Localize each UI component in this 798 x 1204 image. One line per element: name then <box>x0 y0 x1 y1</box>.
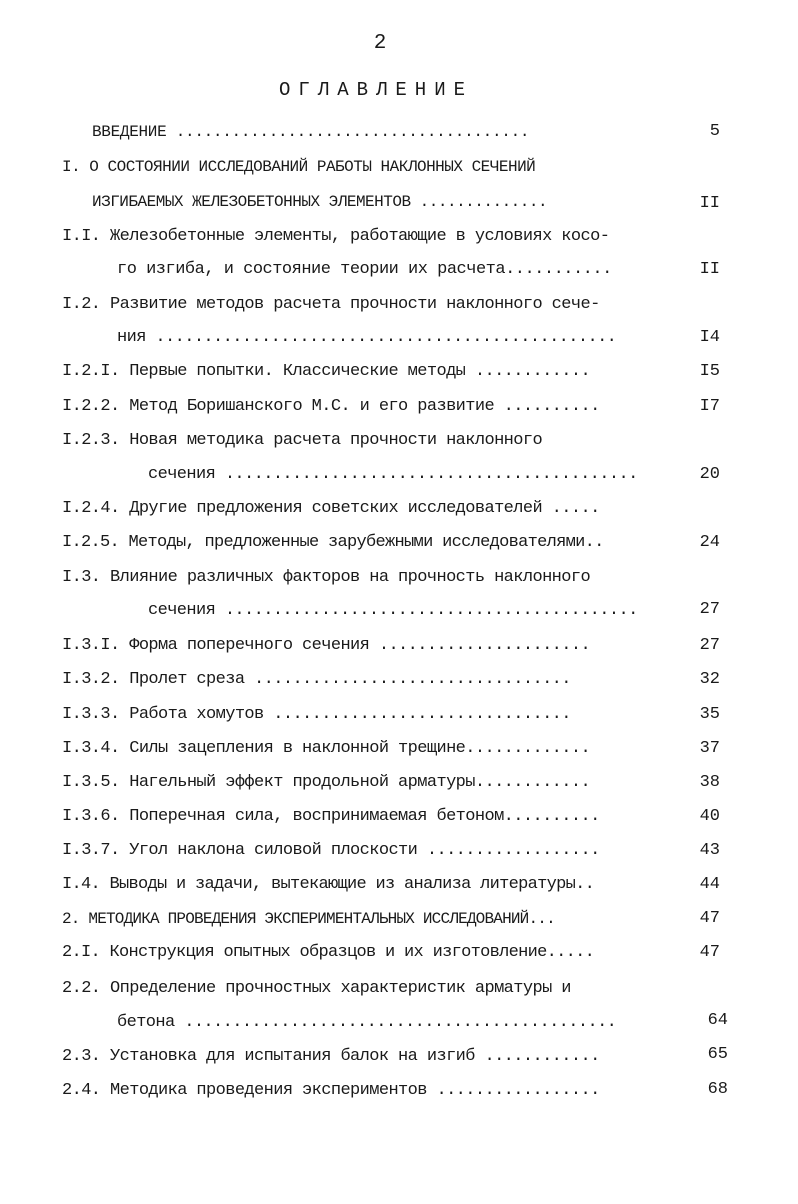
toc-page-1-1: II <box>699 260 720 279</box>
toc-entry-1-2-3: I.2.3. Новая методика расчета прочности наклонного <box>62 431 543 450</box>
toc-entry-2-2-cont: бетона ............................................. <box>117 1013 617 1032</box>
toc-entry-1-3-cont: сечения ........................................... <box>148 601 638 620</box>
toc-page-1-2: I4 <box>699 328 720 347</box>
toc-entry-1-1-cont: го изгиба, и состояние теории их расчета........... <box>117 260 612 279</box>
toc-entry-chapter-1-cont: ИЗГИБАЕМЫХ ЖЕЛЕЗОБЕТОННЫХ ЭЛЕМЕНТОВ .............. <box>92 193 548 211</box>
page-number: 2 <box>373 32 387 55</box>
toc-page-1-3-2: 32 <box>699 670 720 689</box>
toc-entry-2-1: 2.I. Конструкция опытных образцов и их изготовление..... <box>62 943 595 962</box>
toc-entry-1-3-1: I.3.I. Форма поперечного сечения ...................... <box>62 636 591 655</box>
toc-entry-1-2-1: I.2.I. Первые попытки. Классические методы ............ <box>62 362 591 381</box>
toc-page-2-3: 65 <box>707 1045 728 1064</box>
toc-entry-1-2-cont: ния ................................................ <box>117 328 617 347</box>
toc-entry-2-2: 2.2. Определение прочностных характеристик арматуры и <box>62 979 571 998</box>
toc-page-introduction: 5 <box>709 122 720 141</box>
toc-page-1-2-2: I7 <box>699 397 720 416</box>
toc-entry-chapter-2: 2. МЕТОДИКА ПРОВЕДЕНИЯ ЭКСПЕРИМЕНТАЛЬНЫХ ИССЛЕДОВАНИЙ... <box>62 910 555 928</box>
toc-entry-2-4: 2.4. Методика проведения экспериментов ................. <box>62 1081 600 1100</box>
toc-entry-1-3: I.3. Влияние различных факторов на прочность наклонного <box>62 568 591 587</box>
toc-heading: ОГЛАВЛЕНИЕ <box>278 79 474 101</box>
toc-page-2-2: 64 <box>707 1011 728 1030</box>
toc-entry-chapter-1: I. О СОСТОЯНИИ ИССЛЕДОВАНИЙ РАБОТЫ НАКЛОННЫХ СЕЧЕНИЙ <box>62 158 536 176</box>
toc-entry-1-3-3: I.3.3. Работа хомутов ............................... <box>62 705 571 724</box>
toc-entry-2-3: 2.3. Установка для испытания балок на изгиб ............ <box>62 1047 600 1066</box>
toc-entry-1-2: I.2. Развитие методов расчета прочности наклонного сече- <box>62 295 600 314</box>
toc-entry-1-2-5: I.2.5. Методы, предложенные зарубежными исследователями.. <box>62 533 604 552</box>
toc-entry-1-3-6: I.3.6. Поперечная сила, воспринимаемая бетоном.......... <box>62 807 600 826</box>
toc-page-1-3-4: 37 <box>699 739 720 758</box>
toc-entry-1-4: I.4. Выводы и задачи, вытекающие из анализа литературы.. <box>62 875 595 894</box>
toc-entry-1-3-2: I.3.2. Пролет среза ................................. <box>62 670 571 689</box>
toc-entry-1-1: I.I. Железобетонные элементы, работающие в условиях косо- <box>62 227 610 246</box>
toc-page-2-4: 68 <box>707 1080 728 1099</box>
toc-page-1-2-1: I5 <box>699 362 720 381</box>
toc-page-1-3: 27 <box>699 600 720 619</box>
toc-page-chapter-2: 47 <box>699 909 720 928</box>
toc-entry-1-2-4: I.2.4. Другие предложения советских исследователей ..... <box>62 499 600 518</box>
toc-page-1-3-5: 38 <box>699 773 720 792</box>
toc-page-1-2-5: 24 <box>699 533 720 552</box>
toc-page-chapter-1: II <box>699 194 720 213</box>
toc-entry-1-3-7: I.3.7. Угол наклона силовой плоскости .................. <box>62 841 600 860</box>
toc-page-1-3-1: 27 <box>699 636 720 655</box>
toc-entry-1-3-5: I.3.5. Нагельный эффект продольной арматуры............ <box>62 773 591 792</box>
toc-page-1-3-6: 40 <box>699 807 720 826</box>
toc-page-2-1: 47 <box>699 943 720 962</box>
toc-page-1-2-3: 20 <box>699 465 720 484</box>
toc-page-1-3-7: 43 <box>699 841 720 860</box>
toc-entry-introduction: ВВЕДЕНИЕ ...................................... <box>92 123 530 141</box>
toc-entry-1-3-4: I.3.4. Силы зацепления в наклонной трещине............. <box>62 739 591 758</box>
toc-entry-1-2-2: I.2.2. Метод Боришанского М.С. и его развитие .......... <box>62 397 600 416</box>
toc-page-1-3-3: 35 <box>699 705 720 724</box>
toc-page-1-4: 44 <box>699 875 720 894</box>
toc-entry-1-2-3-cont: сечения ........................................... <box>148 465 638 484</box>
